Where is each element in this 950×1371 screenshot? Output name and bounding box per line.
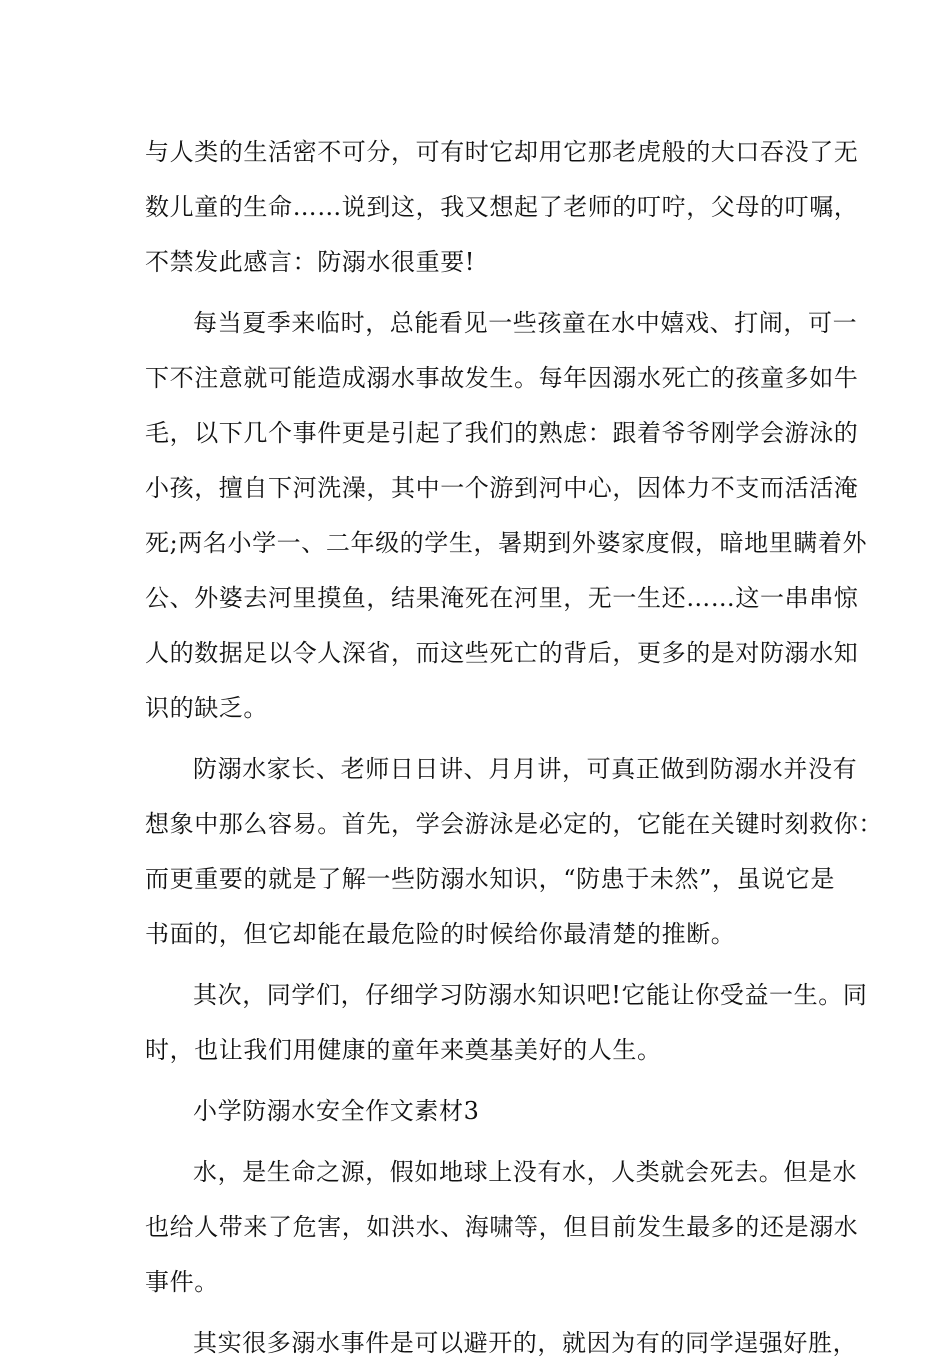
text-line: 每当夏季来临时，总能看见一些孩童在水中嬉戏、打闹，可一 bbox=[193, 309, 858, 337]
text-line: 不禁发此感言：防溺水很重要! bbox=[145, 248, 476, 276]
text-line: 小孩，擅自下河洗澡，其中一个游到河中心，因体力不支而活活淹 bbox=[145, 474, 859, 502]
text-line: 书面的，但它却能在最危险的时候给你最清楚的推断。 bbox=[145, 920, 736, 948]
text-line: 也给人带来了危害，如洪水、海啸等，但目前发生最多的还是溺水 bbox=[145, 1213, 859, 1241]
text-line: 人的数据足以令人深省，而这些死亡的背后，更多的是对防溺水知 bbox=[145, 639, 859, 667]
text-line: 与人类的生活密不可分，可有时它却用它那老虎般的大口吞没了无 bbox=[145, 138, 859, 166]
text-line: 事件。 bbox=[145, 1268, 219, 1296]
heading-text: 小学防溺水安全作文素材3 bbox=[193, 1097, 480, 1125]
text-line: 时，也让我们用健康的童年来奠基美好的人生。 bbox=[145, 1036, 662, 1064]
text-line: 下不注意就可能造成溺水事故发生。每年因溺水死亡的孩童多如牛 bbox=[145, 364, 859, 392]
section-heading bbox=[145, 1084, 815, 1139]
text-line: 识的缺乏。 bbox=[145, 694, 268, 722]
text-line: 水，是生命之源，假如地球上没有水，人类就会死去。但是水 bbox=[193, 1158, 858, 1186]
paragraph bbox=[145, 742, 883, 962]
paragraph bbox=[145, 296, 868, 736]
text-line: 公、外婆去河里摸鱼，结果淹死在河里，无一生还……这一串串惊 bbox=[145, 584, 859, 612]
paragraph bbox=[145, 125, 859, 290]
text-line: 死;两名小学一、二年级的学生，暑期到外婆家度假，暗地里瞒着外 bbox=[145, 529, 868, 557]
text-line: 数儿童的生命……说到这，我又想起了老师的叮咛，父母的叮嘱， bbox=[145, 193, 859, 221]
text-line: 防溺水家长、老师日日讲、月月讲，可真正做到防溺水并没有 bbox=[193, 755, 858, 783]
paragraph bbox=[145, 1145, 859, 1310]
text-line: 其次，同学们，仔细学习防溺水知识吧!它能让你受益一生。同 bbox=[193, 981, 868, 1009]
text-line: 而更重要的就是了解一些防溺水知识，“防患于未然”，虽说它是 bbox=[145, 865, 835, 893]
paragraph bbox=[145, 968, 868, 1078]
text-line: 其实很多溺水事件是可以避开的，就因为有的同学逞强好胜， bbox=[193, 1329, 858, 1357]
text-line: 毛，以下几个事件更是引起了我们的熟虑：跟着爷爷刚学会游泳的 bbox=[145, 419, 859, 447]
text-line: 想象中那么容易。首先，学会游泳是必定的，它能在关键时刻救你： bbox=[145, 810, 883, 838]
document-body bbox=[145, 125, 883, 1371]
